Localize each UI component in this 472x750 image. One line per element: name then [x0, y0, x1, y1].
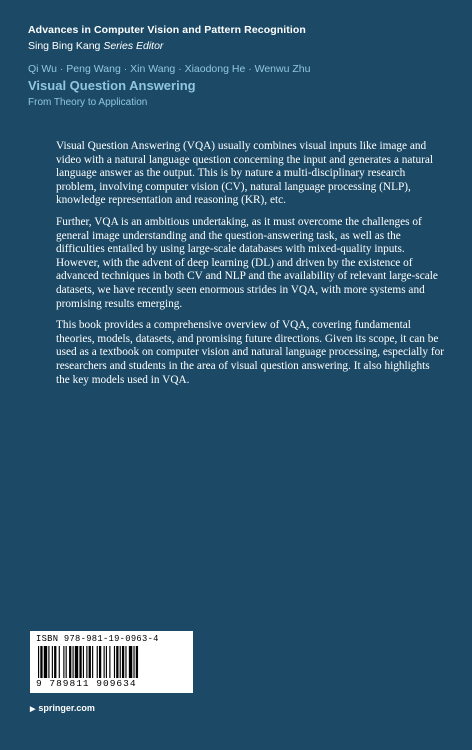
- series-editor: [28, 40, 163, 52]
- book-authors: Qi Wu · Peng Wang · Xin Wang · Xiaodong He · Wenwu Zhu: [28, 63, 311, 75]
- blurb-paragraph: This book provides a comprehensive overview of VQA, covering fundamental theories, models, datasets, and promising future directions. Given its scope, it can be used as a textbook on computer vision and natural language processing, especially for researchers and students in the area of visual question answering. It also highlights the key models used in VQA.: [56, 319, 445, 386]
- barcode-bars-icon: [36, 646, 188, 678]
- series-editor-role: Series Editor: [103, 40, 164, 52]
- arrow-right-icon: ▶: [30, 706, 36, 713]
- book-subtitle: From Theory to Application: [28, 97, 148, 108]
- barcode-digits: 9 789811 909634: [36, 678, 137, 689]
- series-title: Advances in Computer Vision and Pattern Recognition: [28, 24, 306, 36]
- book-blurb: [56, 140, 446, 395]
- isbn-barcode: [30, 631, 193, 693]
- blurb-paragraph: Further, VQA is an ambitious undertaking, as it must overcome the challenges of general image understanding and the question-answering task, as well as the difficulties entailed by using large-scale databases with mixed-quality inputs. However, with the advent of deep learning (DL) and driven by the existence of advanced techniques in both CV and NLP and the availability of relevant large-scale datasets, we have recently seen enormous strides in VQA, with more systems and promising results emerging.: [56, 215, 438, 310]
- publisher-link[interactable]: [30, 703, 95, 713]
- blurb-paragraph: Visual Question Answering (VQA) usually combines visual inputs like image and video with a natural language question concerning the input and generates a natural language answer as the output. This is by nature a multi-disciplinary research problem, involving computer vision (CV), natural language processing (NLP), knowledge representation and reasoning (KR), etc.: [56, 140, 434, 207]
- publisher-url: springer.com: [38, 703, 95, 713]
- series-editor-name: Sing Bing Kang: [28, 40, 101, 52]
- book-title: Visual Question Answering: [28, 78, 196, 93]
- isbn-number: ISBN 978-981-19-0963-4: [36, 634, 159, 644]
